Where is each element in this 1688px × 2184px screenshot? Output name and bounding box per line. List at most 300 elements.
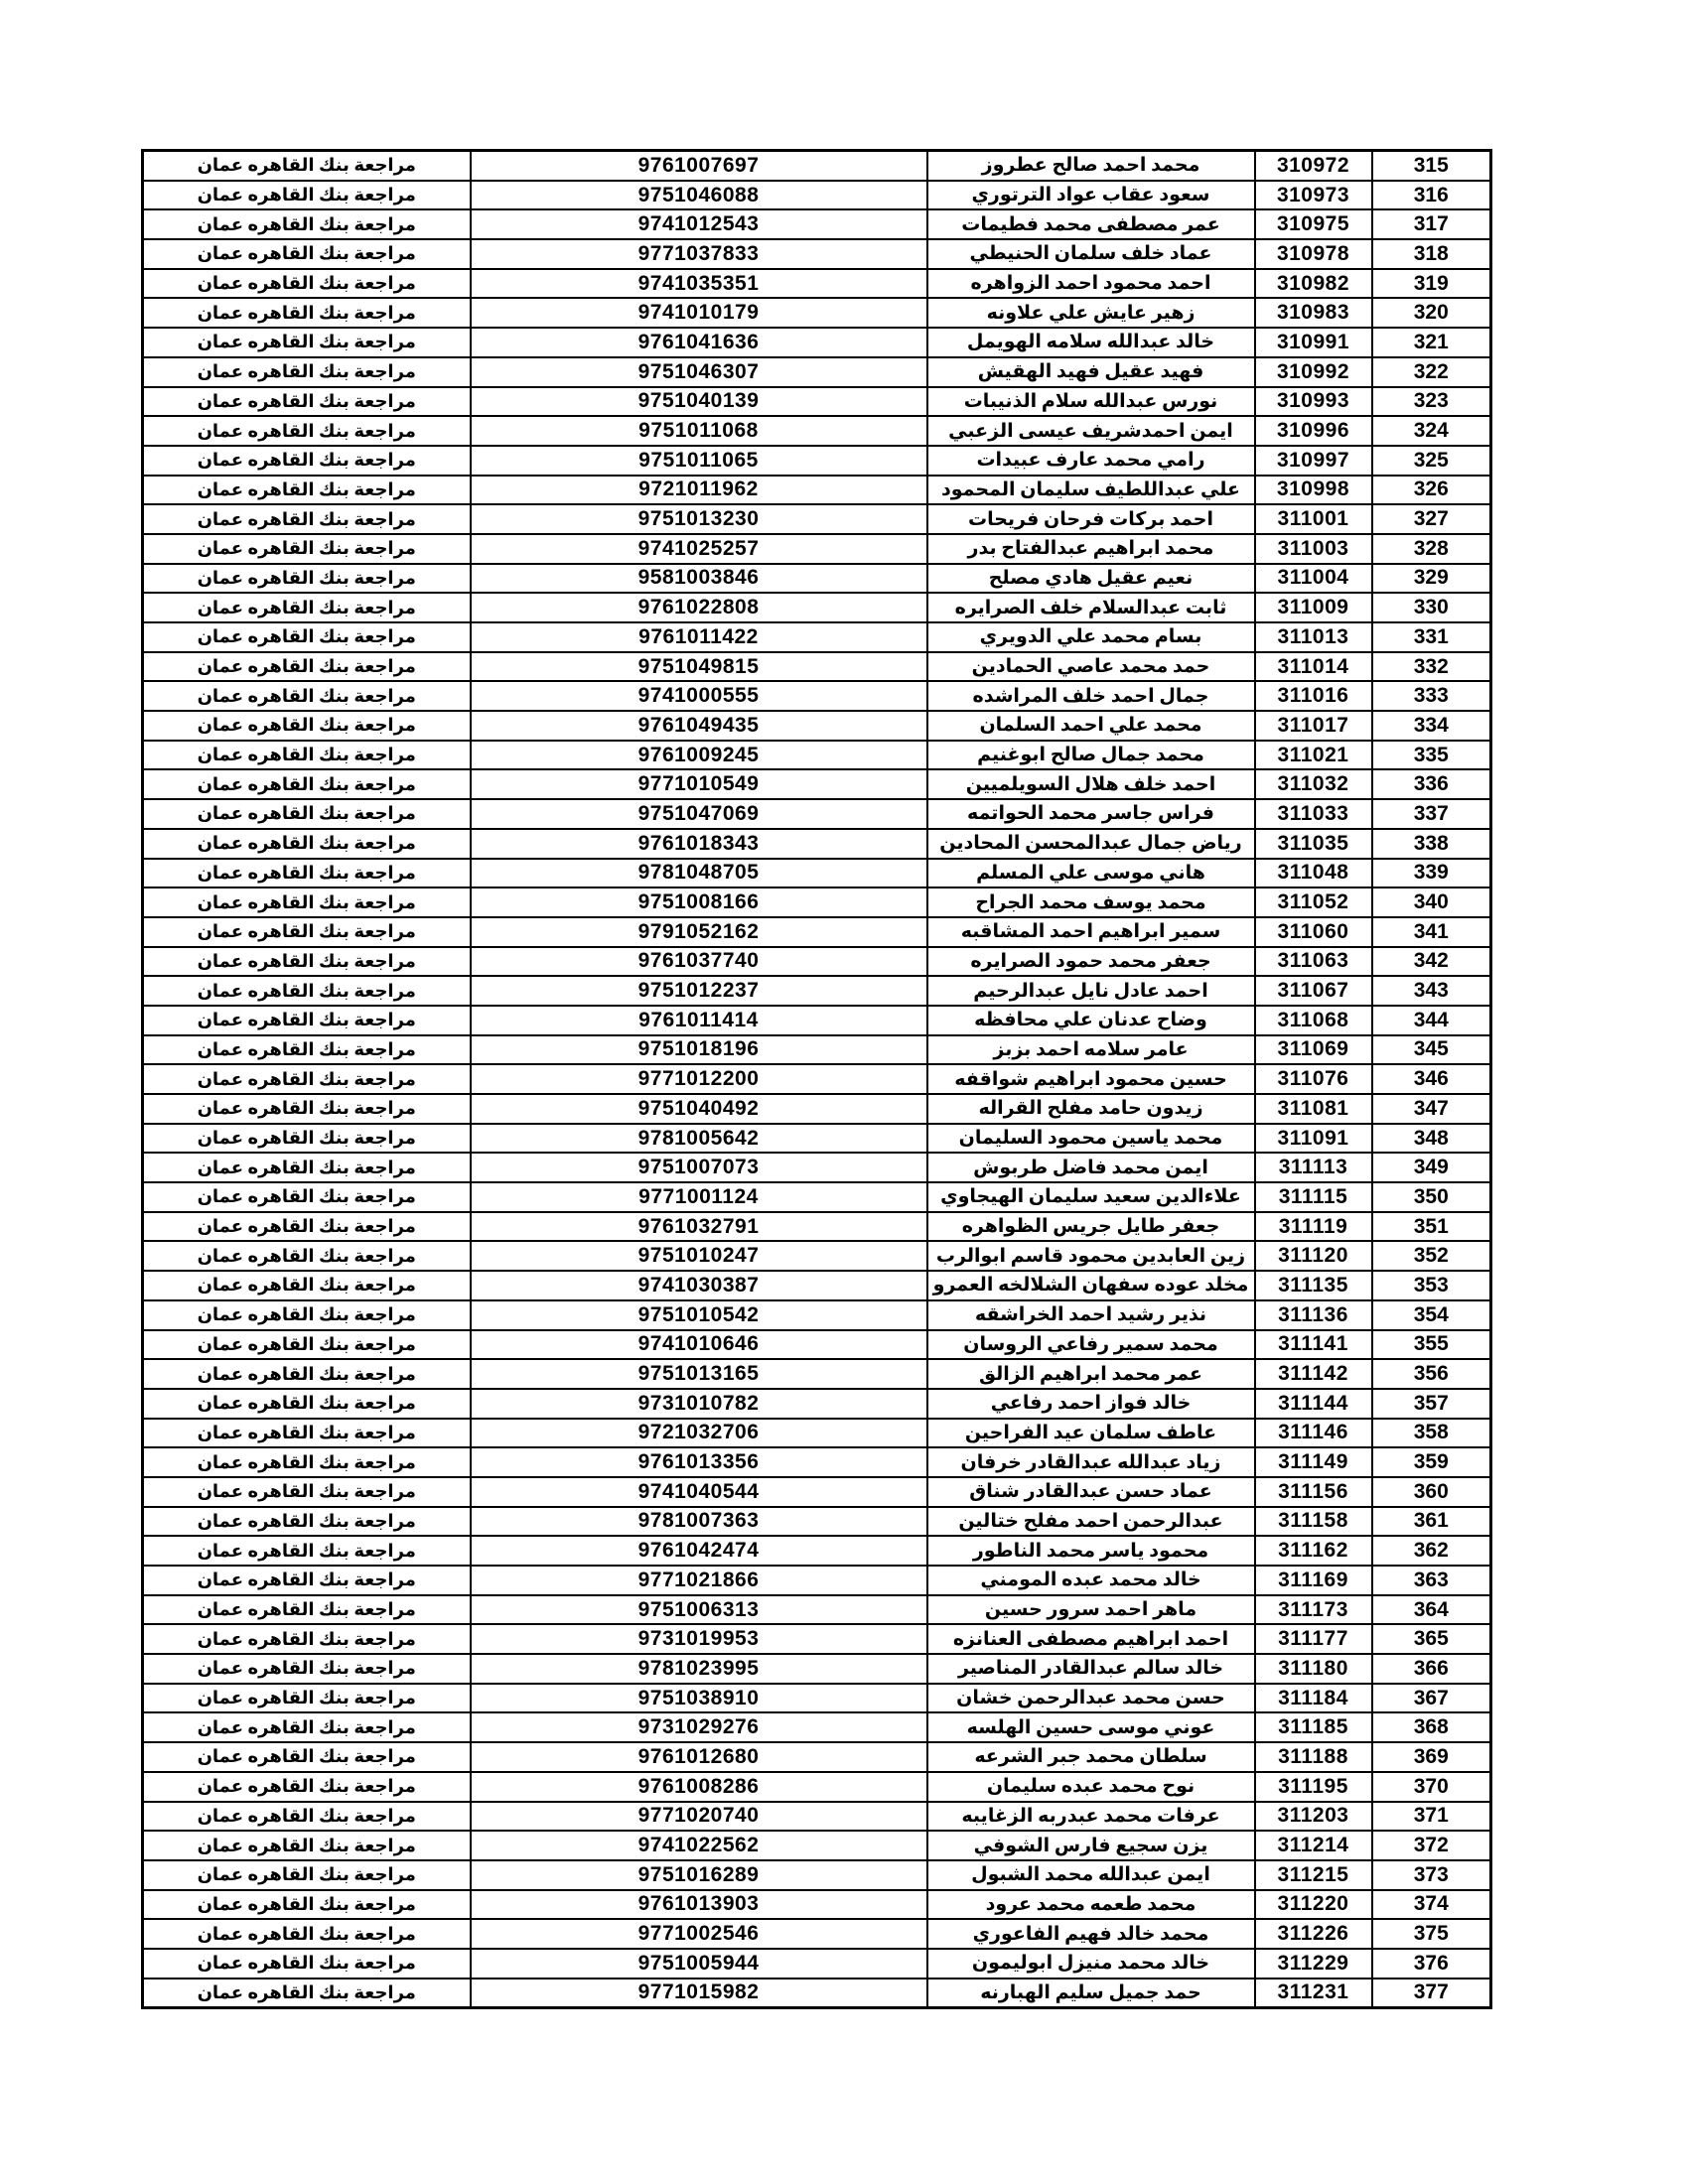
table-row [143,1712,1491,1742]
id-number-cell: 311144 [1255,1389,1372,1419]
review-note-cell: مراجعة بنك القاهره عمان [143,564,471,594]
national-number-cell: 9751049815 [471,652,927,682]
sequence-number-cell: 329 [1372,564,1491,594]
sequence-number-cell: 332 [1372,652,1491,682]
full-name-cell: فراس جاسر محمد الحواتمه [927,799,1255,829]
table-row [143,1447,1491,1477]
sequence-number-cell: 334 [1372,711,1491,741]
national-number-cell: 9761011422 [471,622,927,652]
sequence-number-cell: 364 [1372,1595,1491,1625]
id-number-cell: 311146 [1255,1419,1372,1448]
national-number-cell: 9771021866 [471,1566,927,1595]
id-number-cell: 311033 [1255,799,1372,829]
table-row [143,769,1491,799]
review-note-cell: مراجعة بنك القاهره عمان [143,298,471,328]
national-number-cell: 9761011414 [471,1006,927,1035]
full-name-cell: نورس عبدالله سلام الذنيبات [927,387,1255,417]
national-number-cell: 9751005944 [471,1949,927,1979]
full-name-cell: جمال احمد خلف المراشده [927,681,1255,711]
full-name-cell: محمد خالد فهيم الفاعوري [927,1919,1255,1949]
records-table [141,149,1492,2009]
full-name-cell: محمد جمال صالح ابوغنيم [927,741,1255,770]
national-number-cell: 9791052162 [471,917,927,947]
national-number-cell: 9771015982 [471,1979,927,2008]
sequence-number-cell: 322 [1372,357,1491,387]
national-number-cell: 9751013165 [471,1359,927,1389]
national-number-cell: 9751013230 [471,504,927,534]
full-name-cell: عبدالرحمن احمد مفلح ختالين [927,1507,1255,1537]
id-number-cell: 310991 [1255,328,1372,357]
id-number-cell: 311136 [1255,1300,1372,1330]
sequence-number-cell: 331 [1372,622,1491,652]
full-name-cell: سلطان محمد جبر الشرعه [927,1742,1255,1772]
full-name-cell: محمد ياسين محمود السليمان [927,1124,1255,1154]
sequence-number-cell: 365 [1372,1624,1491,1654]
table-row [143,741,1491,770]
table-row [143,1006,1491,1035]
table-row [143,1389,1491,1419]
full-name-cell: حمد محمد عاصي الحمادين [927,652,1255,682]
sequence-number-cell: 338 [1372,829,1491,859]
full-name-cell: زيدون حامد مفلح القراله [927,1094,1255,1124]
full-name-cell: عامر سلامه احمد بزبز [927,1035,1255,1065]
id-number-cell: 310993 [1255,387,1372,417]
national-number-cell: 9741010646 [471,1330,927,1360]
national-number-cell: 9771002546 [471,1919,927,1949]
review-note-cell: مراجعة بنك القاهره عمان [143,799,471,829]
review-note-cell: مراجعة بنك القاهره عمان [143,769,471,799]
records-tbody [143,151,1491,2008]
id-number-cell: 311091 [1255,1124,1372,1154]
full-name-cell: احمد ابراهيم مصطفى العنانزه [927,1624,1255,1654]
national-number-cell: 9721011962 [471,476,927,505]
sequence-number-cell: 326 [1372,476,1491,505]
review-note-cell: مراجعة بنك القاهره عمان [143,1330,471,1360]
review-note-cell: مراجعة بنك القاهره عمان [143,1831,471,1860]
id-number-cell: 311203 [1255,1802,1372,1832]
sequence-number-cell: 376 [1372,1949,1491,1979]
review-note-cell: مراجعة بنك القاهره عمان [143,1536,471,1566]
review-note-cell: مراجعة بنك القاهره عمان [143,1890,471,1920]
national-number-cell: 9781048705 [471,859,927,888]
review-note-cell: مراجعة بنك القاهره عمان [143,1742,471,1772]
national-number-cell: 9751010247 [471,1241,927,1271]
national-number-cell: 9771001124 [471,1182,927,1212]
id-number-cell: 310972 [1255,151,1372,181]
sequence-number-cell: 339 [1372,859,1491,888]
sequence-number-cell: 349 [1372,1153,1491,1182]
id-number-cell: 311141 [1255,1330,1372,1360]
review-note-cell: مراجعة بنك القاهره عمان [143,357,471,387]
full-name-cell: عماد خلف سلمان الحنيطي [927,239,1255,269]
national-number-cell: 9771010549 [471,769,927,799]
sequence-number-cell: 362 [1372,1536,1491,1566]
id-number-cell: 311184 [1255,1684,1372,1713]
id-number-cell: 311014 [1255,652,1372,682]
national-number-cell: 9741035351 [471,269,927,299]
review-note-cell: مراجعة بنك القاهره عمان [143,534,471,564]
full-name-cell: عوني موسى حسين الهلسه [927,1712,1255,1742]
national-number-cell: 9741040544 [471,1477,927,1507]
review-note-cell: مراجعة بنك القاهره عمان [143,1094,471,1124]
table-row [143,1507,1491,1537]
sequence-number-cell: 317 [1372,209,1491,239]
id-number-cell: 311048 [1255,859,1372,888]
review-note-cell: مراجعة بنك القاهره عمان [143,917,471,947]
review-note-cell: مراجعة بنك القاهره عمان [143,239,471,269]
review-note-cell: مراجعة بنك القاهره عمان [143,1064,471,1094]
id-number-cell: 311004 [1255,564,1372,594]
sequence-number-cell: 356 [1372,1359,1491,1389]
national-number-cell: 9761013356 [471,1447,927,1477]
table-row [143,1772,1491,1802]
id-number-cell: 310975 [1255,209,1372,239]
id-number-cell: 311188 [1255,1742,1372,1772]
sequence-number-cell: 359 [1372,1447,1491,1477]
table-row [143,681,1491,711]
id-number-cell: 311231 [1255,1979,1372,2008]
id-number-cell: 311076 [1255,1064,1372,1094]
review-note-cell: مراجعة بنك القاهره عمان [143,1507,471,1537]
table-row [143,1477,1491,1507]
sequence-number-cell: 342 [1372,947,1491,977]
review-note-cell: مراجعة بنك القاهره عمان [143,328,471,357]
sequence-number-cell: 340 [1372,887,1491,917]
table-row [143,446,1491,476]
sequence-number-cell: 344 [1372,1006,1491,1035]
id-number-cell: 311173 [1255,1595,1372,1625]
id-number-cell: 310983 [1255,298,1372,328]
sequence-number-cell: 315 [1372,151,1491,181]
review-note-cell: مراجعة بنك القاهره عمان [143,387,471,417]
id-number-cell: 311035 [1255,829,1372,859]
review-note-cell: مراجعة بنك القاهره عمان [143,1359,471,1389]
sequence-number-cell: 353 [1372,1271,1491,1300]
national-number-cell: 9721032706 [471,1419,927,1448]
table-row [143,1654,1491,1684]
review-note-cell: مراجعة بنك القاهره عمان [143,711,471,741]
review-note-cell: مراجعة بنك القاهره عمان [143,681,471,711]
sequence-number-cell: 361 [1372,1507,1491,1537]
review-note-cell: مراجعة بنك القاهره عمان [143,1624,471,1654]
id-number-cell: 311060 [1255,917,1372,947]
id-number-cell: 310978 [1255,239,1372,269]
sequence-number-cell: 351 [1372,1212,1491,1242]
sequence-number-cell: 348 [1372,1124,1491,1154]
review-note-cell: مراجعة بنك القاهره عمان [143,1271,471,1300]
table-row [143,1979,1491,2008]
national-number-cell: 9731010782 [471,1389,927,1419]
full-name-cell: عمر مصطفى محمد فطيمات [927,209,1255,239]
review-note-cell: مراجعة بنك القاهره عمان [143,1802,471,1832]
table-row [143,1330,1491,1360]
full-name-cell: احمد بركات فرحان فريحات [927,504,1255,534]
full-name-cell: يزن سجيع فارس الشوفي [927,1831,1255,1860]
national-number-cell: 9761042474 [471,1536,927,1566]
national-number-cell: 9751010542 [471,1300,927,1330]
sequence-number-cell: 372 [1372,1831,1491,1860]
id-number-cell: 311016 [1255,681,1372,711]
national-number-cell: 9781023995 [471,1654,927,1684]
table-row [143,209,1491,239]
id-number-cell: 311063 [1255,947,1372,977]
full-name-cell: محمد طعمه محمد عرود [927,1890,1255,1920]
full-name-cell: خالد محمد عبده المومني [927,1566,1255,1595]
national-number-cell: 9741000555 [471,681,927,711]
sequence-number-cell: 375 [1372,1919,1491,1949]
table-row [143,564,1491,594]
review-note-cell: مراجعة بنك القاهره عمان [143,269,471,299]
review-note-cell: مراجعة بنك القاهره عمان [143,1772,471,1802]
national-number-cell: 9741025257 [471,534,927,564]
table-row [143,1890,1491,1920]
review-note-cell: مراجعة بنك القاهره عمان [143,1035,471,1065]
id-number-cell: 310998 [1255,476,1372,505]
full-name-cell: بسام محمد علي الدويري [927,622,1255,652]
full-name-cell: زين العابدين محمود قاسم ابوالرب [927,1241,1255,1271]
full-name-cell: نذير رشيد احمد الخراشقه [927,1300,1255,1330]
national-number-cell: 9731019953 [471,1624,927,1654]
full-name-cell: محمد يوسف محمد الجراح [927,887,1255,917]
full-name-cell: حمد جميل سليم الهبارنه [927,1979,1255,2008]
id-number-cell: 311185 [1255,1712,1372,1742]
id-number-cell: 311013 [1255,622,1372,652]
review-note-cell: مراجعة بنك القاهره عمان [143,1654,471,1684]
table-row [143,1949,1491,1979]
national-number-cell: 9751046088 [471,181,927,210]
full-name-cell: عماد حسن عبدالقادر شناق [927,1477,1255,1507]
full-name-cell: ايمن احمدشريف عيسى الزعبي [927,416,1255,446]
sequence-number-cell: 360 [1372,1477,1491,1507]
review-note-cell: مراجعة بنك القاهره عمان [143,1566,471,1595]
full-name-cell: احمد محمود احمد الزواهره [927,269,1255,299]
table-row [143,1094,1491,1124]
sequence-number-cell: 377 [1372,1979,1491,2008]
table-row [143,1536,1491,1566]
national-number-cell: 9761007697 [471,151,927,181]
table-row [143,239,1491,269]
sequence-number-cell: 316 [1372,181,1491,210]
sequence-number-cell: 354 [1372,1300,1491,1330]
review-note-cell: مراجعة بنك القاهره عمان [143,1860,471,1890]
id-number-cell: 311195 [1255,1772,1372,1802]
id-number-cell: 311003 [1255,534,1372,564]
full-name-cell: محمد علي احمد السلمان [927,711,1255,741]
national-number-cell: 9741012543 [471,209,927,239]
national-number-cell: 9771037833 [471,239,927,269]
review-note-cell: مراجعة بنك القاهره عمان [143,829,471,859]
id-number-cell: 311135 [1255,1271,1372,1300]
table-row [143,1241,1491,1271]
id-number-cell: 311069 [1255,1035,1372,1065]
sequence-number-cell: 345 [1372,1035,1491,1065]
full-name-cell: خالد محمد منيزل ابوليمون [927,1949,1255,1979]
national-number-cell: 9761018343 [471,829,927,859]
full-name-cell: سعود عقاب عواد الترتوري [927,181,1255,210]
full-name-cell: سمير ابراهيم احمد المشاقبه [927,917,1255,947]
table-row [143,1212,1491,1242]
table-row [143,622,1491,652]
id-number-cell: 311214 [1255,1831,1372,1860]
review-note-cell: مراجعة بنك القاهره عمان [143,622,471,652]
id-number-cell: 311017 [1255,711,1372,741]
review-note-cell: مراجعة بنك القاهره عمان [143,976,471,1006]
full-name-cell: علي عبداللطيف سليمان المحمود [927,476,1255,505]
review-note-cell: مراجعة بنك القاهره عمان [143,446,471,476]
review-note-cell: مراجعة بنك القاهره عمان [143,1712,471,1742]
table-row [143,269,1491,299]
national-number-cell: 9741022562 [471,1831,927,1860]
table-row [143,1064,1491,1094]
full-name-cell: محمد سمير رفاعي الروسان [927,1330,1255,1360]
table-row [143,416,1491,446]
table-row [143,1124,1491,1154]
full-name-cell: جعفر محمد حمود الصرايره [927,947,1255,977]
full-name-cell: نعيم عقيل هادي مصلح [927,564,1255,594]
full-name-cell: خالد عبدالله سلامه الهويمل [927,328,1255,357]
full-name-cell: خالد سالم عبدالقادر المناصير [927,1654,1255,1684]
full-name-cell: عاطف سلمان عيد الفراحين [927,1419,1255,1448]
review-note-cell: مراجعة بنك القاهره عمان [143,1006,471,1035]
national-number-cell: 9751008166 [471,887,927,917]
full-name-cell: نوح محمد عبده سليمان [927,1772,1255,1802]
sequence-number-cell: 321 [1372,328,1491,357]
table-row [143,298,1491,328]
sequence-number-cell: 318 [1372,239,1491,269]
table-row [143,859,1491,888]
table-row [143,829,1491,859]
full-name-cell: ثابت عبدالسلام خلف الصرايره [927,593,1255,622]
table-row [143,1566,1491,1595]
national-number-cell: 9761008286 [471,1772,927,1802]
id-number-cell: 311001 [1255,504,1372,534]
full-name-cell: احمد خلف هلال السويلميين [927,769,1255,799]
sequence-number-cell: 373 [1372,1860,1491,1890]
sequence-number-cell: 341 [1372,917,1491,947]
id-number-cell: 311052 [1255,887,1372,917]
national-number-cell: 9751040139 [471,387,927,417]
id-number-cell: 310996 [1255,416,1372,446]
id-number-cell: 311113 [1255,1153,1372,1182]
review-note-cell: مراجعة بنك القاهره عمان [143,416,471,446]
sequence-number-cell: 367 [1372,1684,1491,1713]
sequence-number-cell: 335 [1372,741,1491,770]
id-number-cell: 311226 [1255,1919,1372,1949]
national-number-cell: 9741030387 [471,1271,927,1300]
id-number-cell: 311142 [1255,1359,1372,1389]
id-number-cell: 311119 [1255,1212,1372,1242]
review-note-cell: مراجعة بنك القاهره عمان [143,209,471,239]
review-note-cell: مراجعة بنك القاهره عمان [143,859,471,888]
id-number-cell: 310992 [1255,357,1372,387]
national-number-cell: 9761032791 [471,1212,927,1242]
full-name-cell: حسن محمد عبدالرحمن خشان [927,1684,1255,1713]
national-number-cell: 9761022808 [471,593,927,622]
sequence-number-cell: 350 [1372,1182,1491,1212]
national-number-cell: 9741010179 [471,298,927,328]
full-name-cell: زياد عبدالله عبدالقادر خرفان [927,1447,1255,1477]
review-note-cell: مراجعة بنك القاهره عمان [143,947,471,977]
table-row [143,476,1491,505]
national-number-cell: 9751007073 [471,1153,927,1182]
review-note-cell: مراجعة بنك القاهره عمان [143,1419,471,1448]
national-number-cell: 9771012200 [471,1064,927,1094]
full-name-cell: محمود ياسر محمد الناطور [927,1536,1255,1566]
full-name-cell: خالد فواز احمد رفاعي [927,1389,1255,1419]
sequence-number-cell: 323 [1372,387,1491,417]
review-note-cell: مراجعة بنك القاهره عمان [143,1153,471,1182]
national-number-cell: 9751012237 [471,976,927,1006]
id-number-cell: 311162 [1255,1536,1372,1566]
table-row [143,652,1491,682]
national-number-cell: 9761049435 [471,711,927,741]
review-note-cell: مراجعة بنك القاهره عمان [143,1182,471,1212]
full-name-cell: ايمن عبدالله محمد الشبول [927,1860,1255,1890]
review-note-cell: مراجعة بنك القاهره عمان [143,1241,471,1271]
sequence-number-cell: 320 [1372,298,1491,328]
table-row [143,1419,1491,1448]
id-number-cell: 311177 [1255,1624,1372,1654]
national-number-cell: 9761009245 [471,741,927,770]
id-number-cell: 311169 [1255,1566,1372,1595]
table-row [143,976,1491,1006]
national-number-cell: 9781005642 [471,1124,927,1154]
sequence-number-cell: 328 [1372,534,1491,564]
national-number-cell: 9581003846 [471,564,927,594]
national-number-cell: 9771020740 [471,1802,927,1832]
sequence-number-cell: 357 [1372,1389,1491,1419]
review-note-cell: مراجعة بنك القاهره عمان [143,1684,471,1713]
table-row [143,151,1491,181]
table-row [143,1153,1491,1182]
table-row [143,1595,1491,1625]
review-note-cell: مراجعة بنك القاهره عمان [143,1949,471,1979]
table-row [143,887,1491,917]
review-note-cell: مراجعة بنك القاهره عمان [143,151,471,181]
full-name-cell: زهير عايش علي علاونه [927,298,1255,328]
table-row [143,593,1491,622]
id-number-cell: 311067 [1255,976,1372,1006]
review-note-cell: مراجعة بنك القاهره عمان [143,1979,471,2008]
sequence-number-cell: 325 [1372,446,1491,476]
table-row [143,799,1491,829]
id-number-cell: 311068 [1255,1006,1372,1035]
review-note-cell: مراجعة بنك القاهره عمان [143,593,471,622]
full-name-cell: احمد عادل نايل عبدالرحيم [927,976,1255,1006]
table-row [143,1684,1491,1713]
full-name-cell: رياض جمال عبدالمحسن المحادين [927,829,1255,859]
review-note-cell: مراجعة بنك القاهره عمان [143,1919,471,1949]
national-number-cell: 9751038910 [471,1684,927,1713]
id-number-cell: 311032 [1255,769,1372,799]
review-note-cell: مراجعة بنك القاهره عمان [143,1477,471,1507]
review-note-cell: مراجعة بنك القاهره عمان [143,652,471,682]
table-row [143,1831,1491,1860]
table-row [143,1182,1491,1212]
table-row [143,1359,1491,1389]
full-name-cell: عرفات محمد عبدربه الزغايبه [927,1802,1255,1832]
sequence-number-cell: 355 [1372,1330,1491,1360]
sequence-number-cell: 371 [1372,1802,1491,1832]
national-number-cell: 9751006313 [471,1595,927,1625]
id-number-cell: 311220 [1255,1890,1372,1920]
table-row [143,534,1491,564]
id-number-cell: 311156 [1255,1477,1372,1507]
id-number-cell: 311229 [1255,1949,1372,1979]
id-number-cell: 311180 [1255,1654,1372,1684]
table-row [143,1919,1491,1949]
table-row [143,1300,1491,1330]
